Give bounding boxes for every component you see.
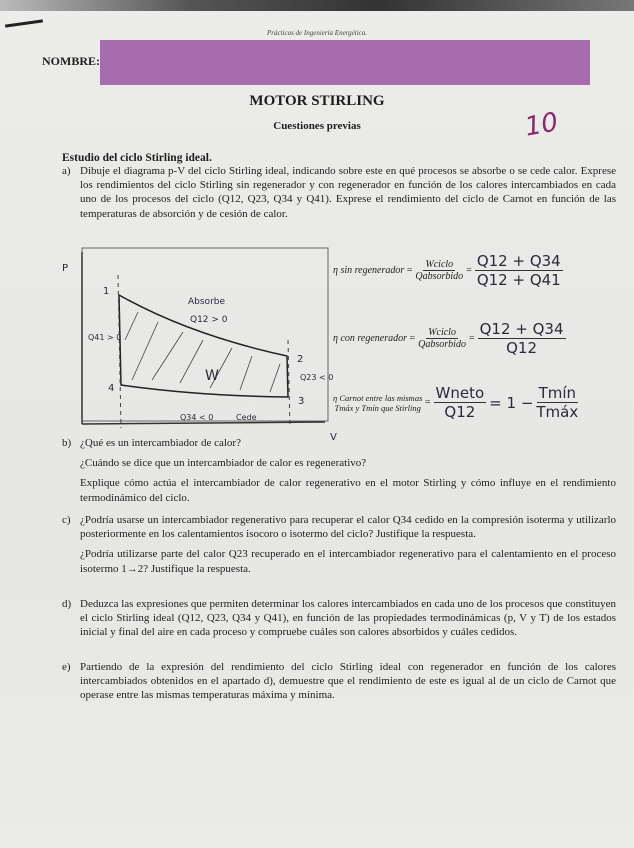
eq-label: η sin regenerador bbox=[333, 265, 405, 276]
cede-note: Cede bbox=[236, 413, 257, 422]
question-text: ¿Podría usarse un intercambiador regenerativo para recuperar el calor Q34 cedido en la compresión isoterma y utilizarlo posteriormente en los calentamientos isocoro o isotermo del ciclo? Justifique la respuesta. bbox=[80, 514, 616, 541]
question-b bbox=[62, 436, 616, 511]
handwritten-den: Q12 + Q41 bbox=[476, 271, 561, 289]
eq-label: η Carnot entre las mismas bbox=[333, 392, 423, 403]
eq-num: Wciclo bbox=[428, 327, 456, 338]
handwritten-num: Q12 + Q34 bbox=[476, 252, 561, 270]
question-text: Partiendo de la expresión del rendimiento del ciclo Stirling ideal con regenerador en función de los calores intercambiados obtenidos en el apartado d), demuestre que el rendimiento de este es igual al de un ciclo de Carnot que operase entre las mismas temperaturas máxima y mínima. bbox=[80, 661, 616, 702]
eq-den: Qabsorbido bbox=[418, 339, 466, 350]
question-d bbox=[62, 597, 616, 646]
name-label: NOMBRE: bbox=[42, 54, 100, 68]
eq-num: Wciclo bbox=[425, 259, 454, 270]
question-label: b) bbox=[62, 437, 72, 449]
eq-den: Qabsorbido bbox=[415, 271, 464, 282]
question-label: e) bbox=[62, 661, 71, 673]
handwritten-grade: 10 bbox=[522, 107, 561, 143]
v-axis bbox=[82, 422, 325, 424]
q23-note: Q23 < 0 bbox=[300, 373, 334, 382]
question-label: d) bbox=[62, 598, 72, 610]
question-text: ¿Cuándo se dice que un intercambiador de calor es regenerativo? bbox=[80, 457, 367, 470]
state-2: 2 bbox=[297, 354, 304, 365]
handwritten-den: Q12 bbox=[506, 339, 538, 357]
question-text: Dibuje el diagrama p-V del ciclo Stirling ideal, indicando sobre este en qué procesos se absorbe o se cede calor. Exprese los rendimientos del ciclo Stirling sin regenerador y con regenerador en función de los calores intercambiados en cada uno de los procesos del ciclo (Q12, Q23, Q34 y Q41). Exprese el rendimiento del ciclo de Carnot en función de las temperaturas de absorción y de cesión de calor. bbox=[80, 165, 616, 220]
p-axis-label: P bbox=[62, 263, 69, 274]
handwritten-num: Wneto bbox=[435, 384, 485, 402]
eq-sin-regenerador: η sin regenerador = $\frac{\text{Wciclo}}{\text{Qabsorbido}}$ = $\frac{Q12 + Q34}{Q12 + Q41}$ bbox=[333, 252, 561, 289]
page-title: MOTOR STIRLING bbox=[249, 93, 385, 109]
q34-note: Q34 < 0 bbox=[180, 413, 214, 422]
absorbe-note: Absorbe bbox=[188, 297, 226, 307]
handwritten-eq: = 1 − bbox=[489, 393, 534, 412]
section-title: Estudio del ciclo Stirling ideal. bbox=[62, 152, 212, 164]
state-4: 4 bbox=[108, 383, 115, 394]
stirling-cycle bbox=[119, 295, 288, 397]
redacted-name bbox=[100, 40, 590, 85]
q41-note: Q41 > 0 bbox=[88, 333, 122, 342]
question-label: c) bbox=[62, 514, 71, 526]
question-text: ¿Podría utilizarse parte del calor Q23 recuperado en el intercambiador regenerativo para el calentamiento en el proceso isotermo 1→2? Justifique la respuesta. bbox=[80, 548, 616, 575]
state-3: 3 bbox=[298, 396, 305, 407]
eq-con-regenerador: η con regenerador = $\frac{\text{Wciclo}}{\text{Qabsorbido}}$ = $\frac{Q12 + Q34}{Q12}$ bbox=[333, 320, 564, 357]
eq-carnot: η Carnot entre las mismas Tmáx y Tmín que Stirling = $\frac{\text{Wneto}}{Q12}$ = 1 − $\frac{\text{Tmín}}{\text{Tmáx}}$ bbox=[333, 384, 579, 421]
question-c bbox=[62, 513, 616, 582]
work-label: W bbox=[205, 368, 219, 384]
handwritten-num: Q12 + Q34 bbox=[479, 320, 564, 338]
question-e bbox=[62, 660, 616, 709]
q12-note: Q12 > 0 bbox=[190, 315, 228, 325]
question-label: a) bbox=[62, 165, 71, 177]
question-text: Deduzca las expresiones que permiten determinar los calores intercambiados en cada uno de los procesos que constituyen el ciclo Stirling ideal (Q12, Q23, Q34 y Q41), en función de las propiedades termodinámicas (p, V y T) de los estados inicial y final del aire en cada proceso y compruebe cuáles son calores absorbidos y cuáles cedidos. bbox=[80, 598, 616, 639]
question-a bbox=[62, 164, 616, 227]
eq-label-2: Tmáx y Tmín que Stirling bbox=[334, 402, 421, 413]
eq-label: η con regenerador bbox=[333, 333, 408, 344]
handwritten-tmax: Tmáx bbox=[536, 403, 579, 421]
state-1: 1 bbox=[103, 286, 110, 297]
question-text: ¿Qué es un intercambiador de calor? bbox=[80, 437, 241, 449]
question-text: Explique cómo actúa el intercambiador de calor regenerativo en el motor Stirling y cómo influye en el rendimiento termodinámico del ciclo. bbox=[80, 477, 616, 504]
course-header: Prácticas de Ingeniería Energética. bbox=[266, 29, 368, 37]
handwritten-den: Q12 bbox=[444, 403, 476, 421]
v-axis-label: V bbox=[330, 432, 337, 440]
page-subtitle: Cuestiones previas bbox=[273, 120, 361, 132]
handwritten-tmin: Tmín bbox=[538, 384, 577, 402]
pv-diagram bbox=[40, 240, 340, 440]
